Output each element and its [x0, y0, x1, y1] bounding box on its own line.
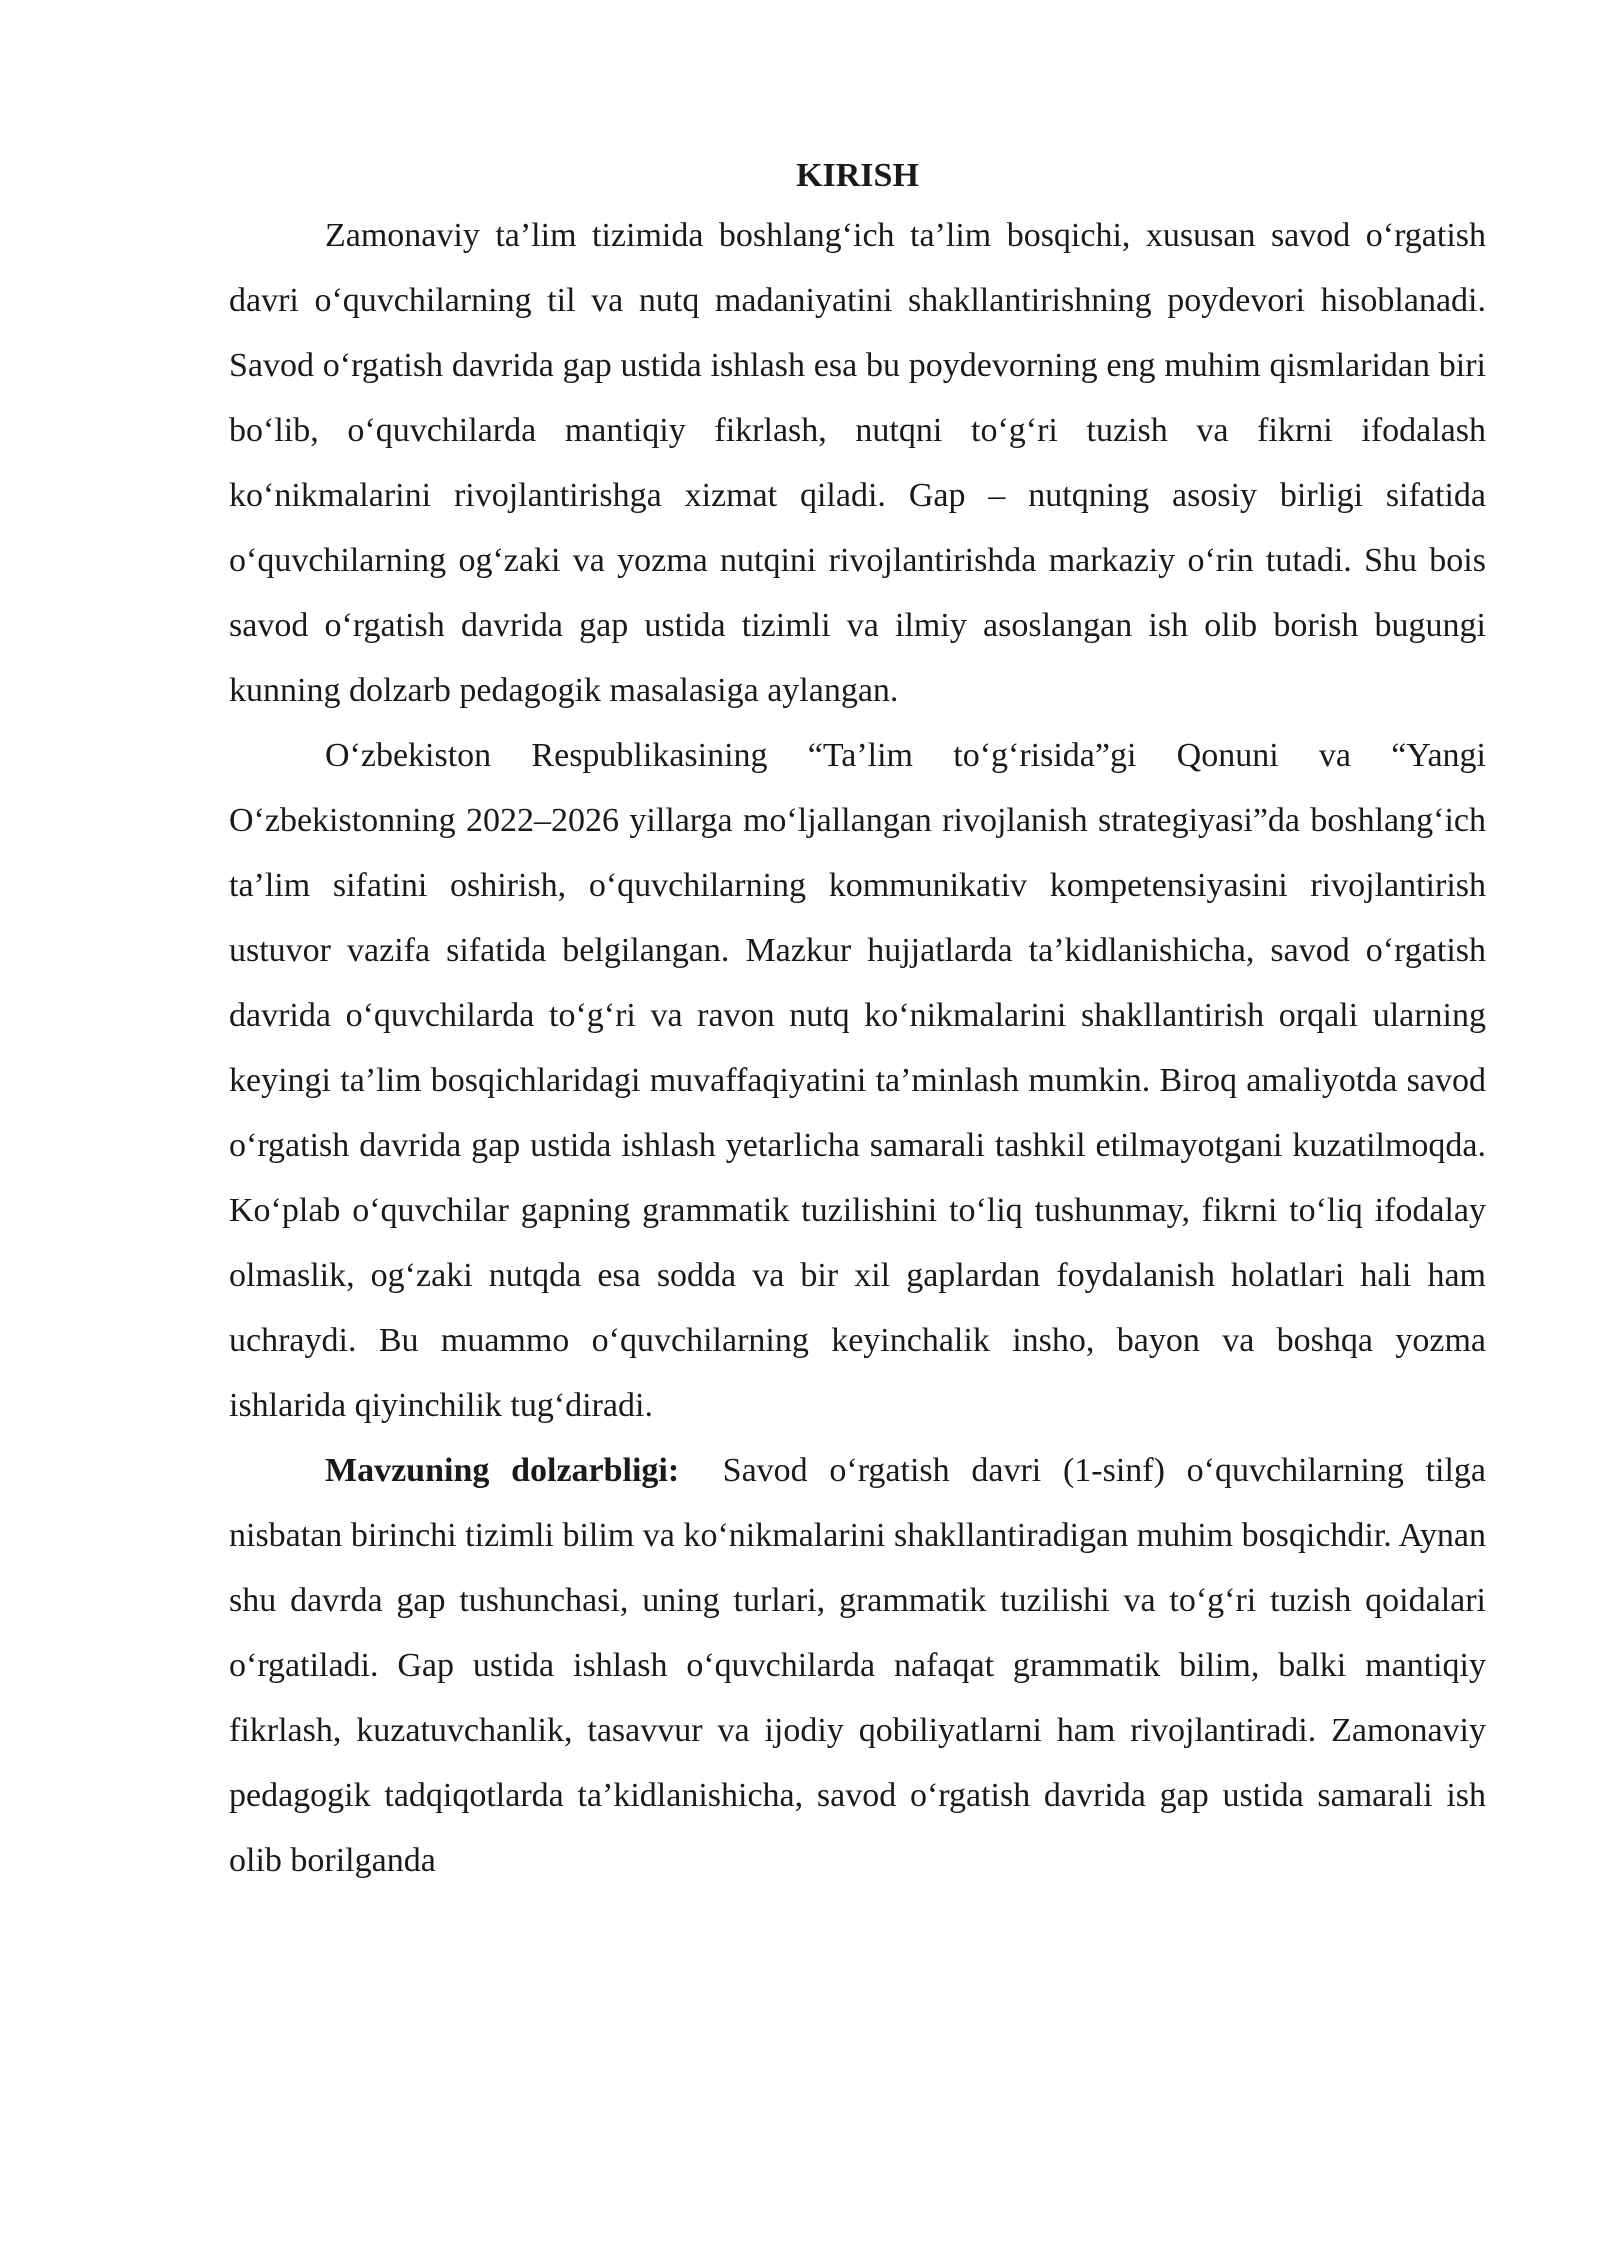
paragraph-relevance [229, 1438, 1486, 1893]
paragraph-lead-bold: Mavzuning dolzarbligi: [325, 1452, 680, 1489]
paragraph-intro [229, 203, 1486, 723]
paragraph-legal-context [229, 723, 1486, 1438]
paragraph-text: Savod o‘rgatish davri (1-sinf) o‘quvchilarning tilga nisbatan birinchi tizimli bilim va ko‘nikmalarini shakllantiradigan muhim bosqichdir. Aynan shu davrda gap tushunchasi, uning turlari, grammatik tuzilishi va to‘g‘ri tuzish qoidalari o‘rgatiladi. Gap ustida ishlash o‘quvchilarda nafaqat grammatik bilim, balki mantiqiy fikrlash, kuzatuvchanlik, tasavvur va ijodiy qobiliyatlarni ham rivojlantiradi. Zamonaviy pedagogik tadqiqotlarda ta’kidlanishicha, savod o‘rgatish davrida gap ustida samarali ish olib borilganda [229, 1452, 1486, 1879]
paragraph-text: O‘zbekiston Respublikasining “Ta’lim to‘g‘risida”gi Qonuni va “Yangi O‘zbekistonning 2022–2026 yillarga mo‘ljallangan rivojlanish strategiyasi”da boshlang‘ich ta’lim sifatini oshirish, o‘quvchilarning kommunikativ kompetensiyasini rivojlantirish ustuvor vazifa sifatida belgilangan. Mazkur hujjatlarda ta’kidlanishicha, savod o‘rgatish davrida o‘quvchilarda to‘g‘ri va ravon nutq ko‘nikmalarini shakllantirish orqali ularning keyingi ta’lim bosqichlaridagi muvaffaqiyatini ta’minlash mumkin. Biroq amaliyotda savod o‘rgatish davrida gap ustida ishlash yetarlicha samarali tashkil etilmayotgani kuzatilmoqda. Ko‘plab o‘quvchilar gapning grammatik tuzilishini to‘liq tushunmay, fikrni to‘liq ifodalay olmaslik, og‘zaki nutqda esa sodda va bir xil gaplardan foydalanish holatlari hali ham uchraydi. Bu muammo o‘quvchilarning keyinchalik insho, bayon va boshqa yozma ishlarida qiyinchilik tug‘diradi. [229, 737, 1486, 1424]
document-body [229, 148, 1486, 1893]
paragraph-text: Zamonaviy ta’lim tizimida boshlang‘ich ta’lim bosqichi, xususan savod o‘rgatish davri o‘quvchilarning til va nutq madaniyatini shakllantirishning poydevori hisoblanadi. Savod o‘rgatish davrida gap ustida ishlash esa bu poydevorning eng muhim qismlaridan biri bo‘lib, o‘quvchilarda mantiqiy fikrlash, nutqni to‘g‘ri tuzish va fikrni ifodalash ko‘nikmalarini rivojlantirishga xizmat qiladi. Gap – nutqning asosiy birligi sifatida o‘quvchilarning og‘zaki va yozma nutqini rivojlantirishda markaziy o‘rin tutadi. Shu bois savod o‘rgatish davrida gap ustida tizimli va ilmiy asoslangan ish olib borish bugungi kunning dolzarb pedagogik masalasiga aylangan. [229, 217, 1486, 709]
page-title: KIRISH [796, 157, 919, 194]
